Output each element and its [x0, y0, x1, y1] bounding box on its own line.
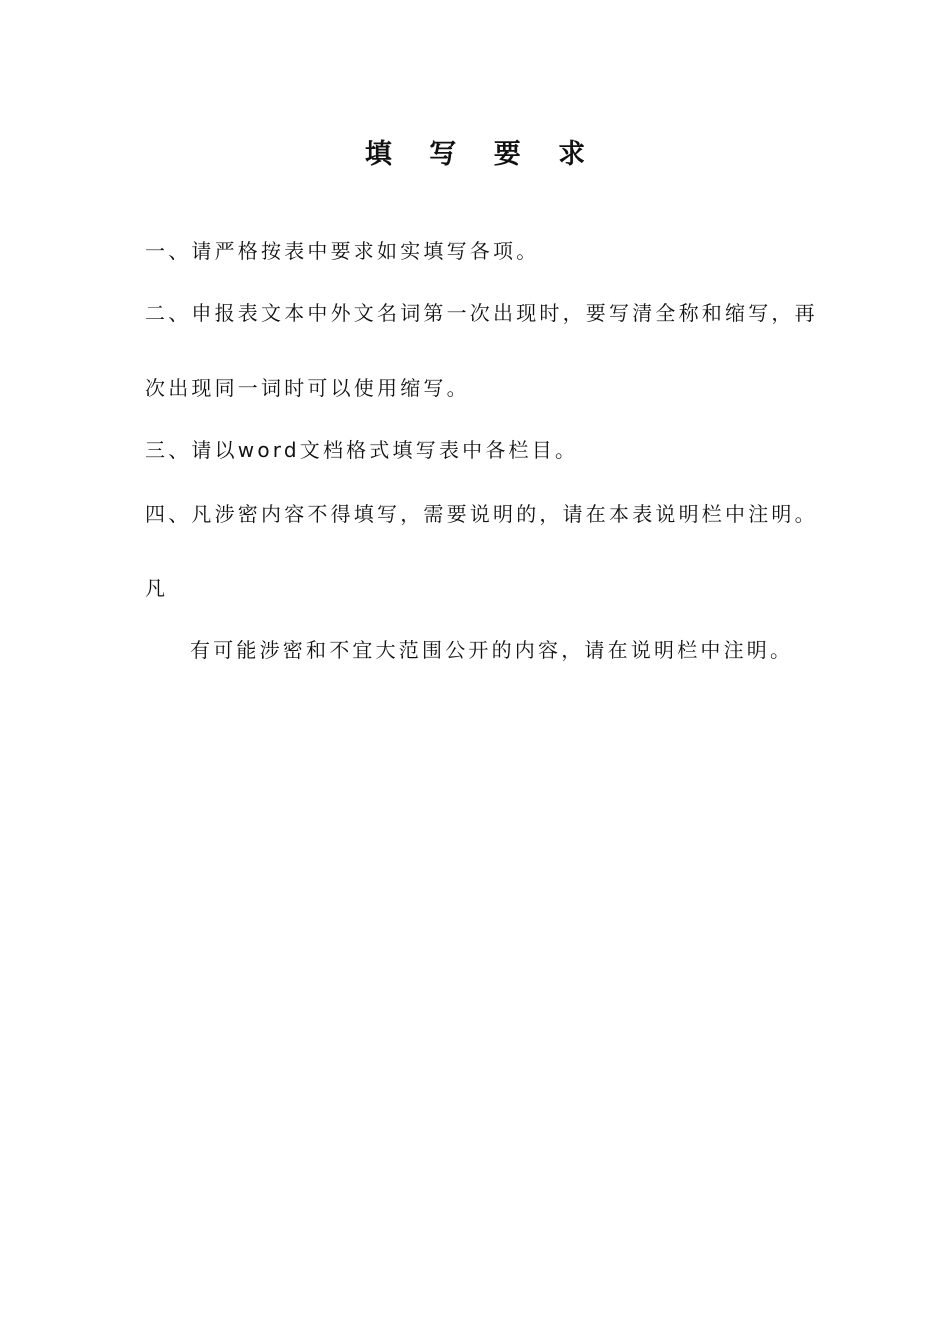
requirement-item-2-line-1: 二、申报表文本中外文名词第一次出现时，要写清全称和缩写，再: [145, 301, 818, 325]
note-paragraph: 有可能涉密和不宜大范围公开的内容，请在说明栏中注明。: [190, 638, 794, 662]
requirement-item-2-line-2: 次出现同一词时可以使用缩写。: [145, 376, 470, 400]
requirement-item-1: 一、请严格按表中要求如实填写各项。: [145, 239, 540, 263]
requirement-item-4: 四、凡涉密内容不得填写，需要说明的，请在本表说明栏中注明。: [145, 502, 818, 526]
note-fragment: 凡: [145, 576, 169, 600]
requirement-item-3: 三、请以word文档格式填写表中各栏目。: [145, 438, 579, 462]
page-title: 填 写 要 求: [364, 139, 600, 170]
